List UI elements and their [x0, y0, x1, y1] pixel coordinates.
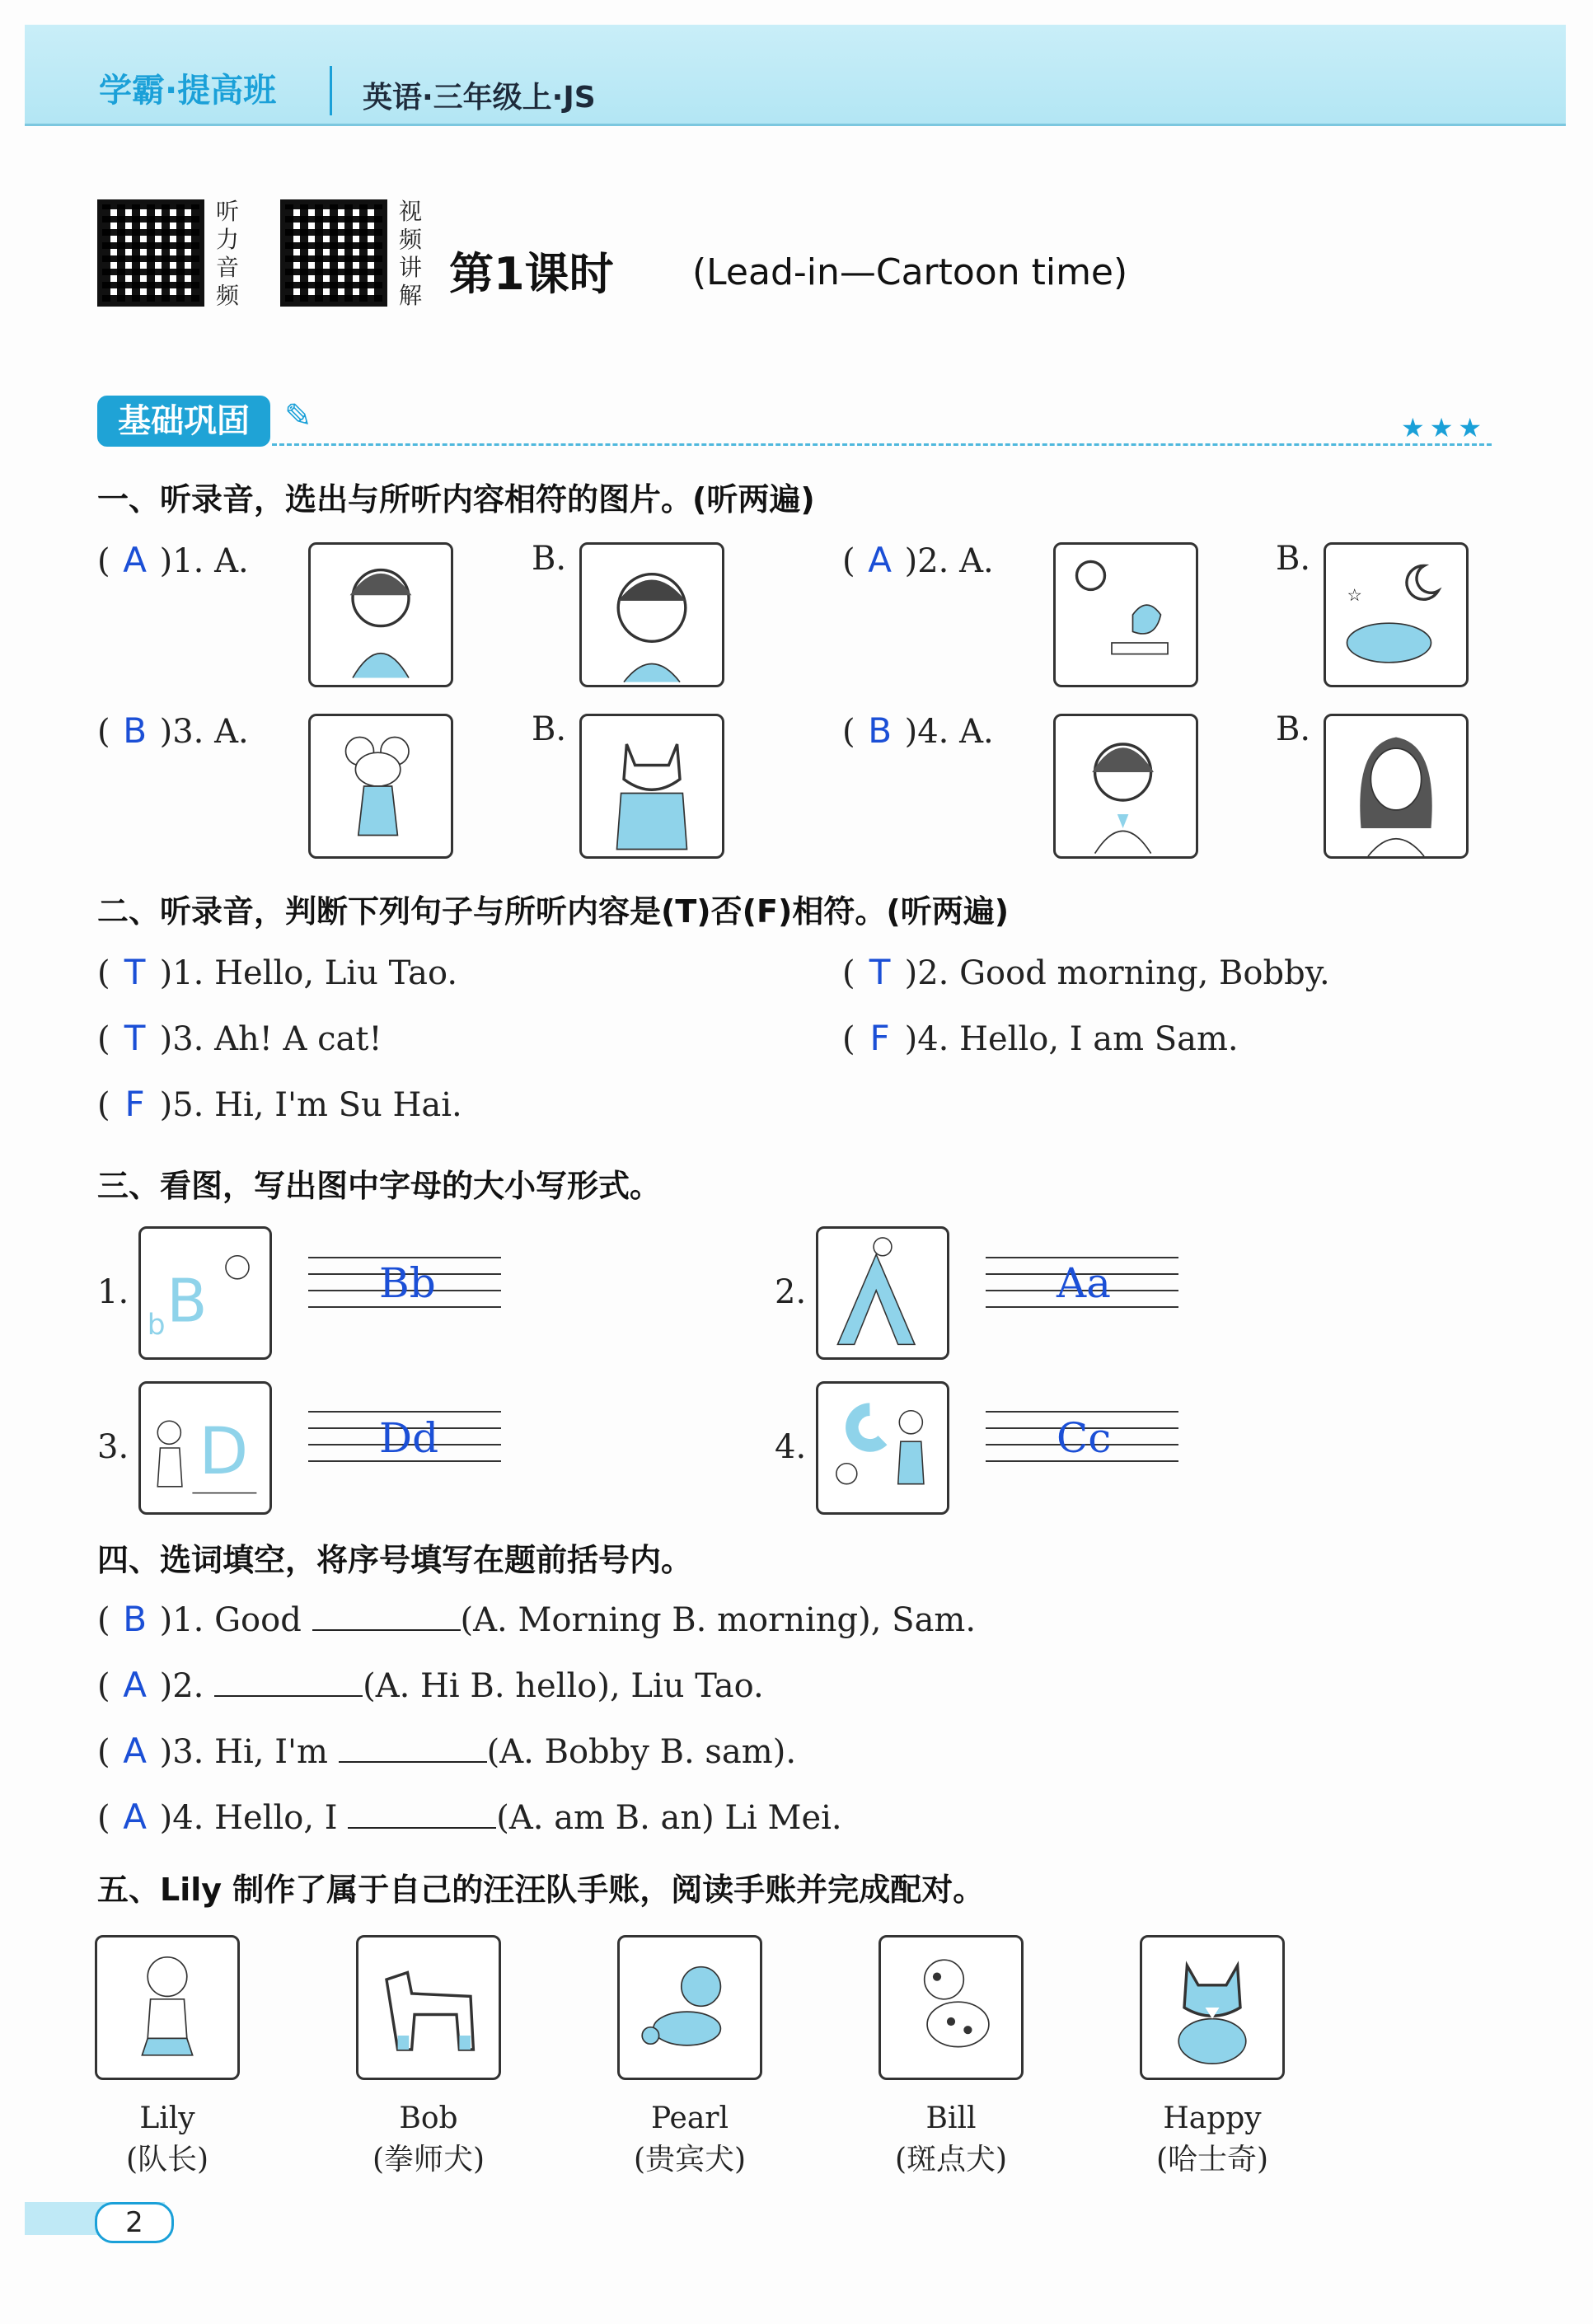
lesson-title: 第1课时 — [449, 248, 614, 300]
part1-q1: ( A )1. A. — [97, 540, 249, 580]
difficulty-stars: ★★★ — [1401, 412, 1488, 443]
answer-blank[interactable] — [312, 1603, 461, 1631]
letter-a-picture — [816, 1226, 949, 1360]
bob-role: (拳师犬) — [372, 2143, 485, 2176]
answer: T — [869, 952, 891, 992]
qr-label-video: 视频讲解 — [399, 198, 423, 309]
part3-q2-num: 2. — [775, 1273, 807, 1311]
happy-role: (哈士奇) — [1155, 2143, 1269, 2176]
lily-picture — [95, 1935, 240, 2080]
girl-picture — [308, 542, 453, 687]
answer: T — [124, 952, 146, 992]
header-divider — [330, 66, 332, 115]
svg-text:☆: ☆ — [1347, 585, 1362, 605]
answer: A — [123, 1731, 147, 1771]
subject-title: 英语·三年级上·JS — [363, 81, 596, 115]
part1-q3-b-label: B. — [532, 710, 567, 748]
answer: A — [123, 540, 147, 580]
part3-heading: 三、看图，写出图中字母的大小写形式。 — [97, 1168, 662, 1204]
part2-q3: ( T )3. Ah! A cat! — [97, 1018, 382, 1058]
qr-code-audio[interactable] — [97, 199, 204, 307]
bill-role: (斑点犬) — [894, 2143, 1008, 2176]
letter-b-picture — [138, 1226, 272, 1360]
part4-q4: ( A )4. Hello, I (A. am B. an) Li Mei. — [97, 1797, 842, 1837]
moon-night-picture — [1324, 542, 1469, 687]
woman-picture — [1324, 714, 1469, 859]
lily-name: Lily — [139, 2101, 195, 2135]
answer-blank[interactable] — [214, 1669, 363, 1697]
qr-code-video[interactable] — [280, 199, 387, 307]
bob-name: Bob — [399, 2101, 458, 2135]
boy-picture — [579, 542, 724, 687]
answer-letters: Aa — [1057, 1259, 1111, 1307]
answer-letters: Bb — [379, 1259, 436, 1307]
part3-q1-num: 1. — [97, 1273, 129, 1311]
svg-text:B: B — [166, 1266, 208, 1336]
answer: A — [123, 1665, 147, 1705]
qr-label-audio: 听力音频 — [216, 198, 240, 309]
answer: B — [123, 1599, 148, 1639]
answer: F — [869, 1018, 890, 1058]
svg-text:D: D — [199, 1415, 249, 1490]
lily-role: (队长) — [125, 2143, 209, 2176]
pearl-poodle-picture — [617, 1935, 762, 2080]
answer: A — [123, 1797, 147, 1837]
part1-q4: ( B )4. A. — [842, 710, 994, 751]
part2-q2: ( T )2. Good morning, Bobby. — [842, 952, 1330, 992]
part3-q4-num: 4. — [775, 1428, 807, 1466]
lesson-subtitle: (Lead-in—Cartoon time) — [692, 251, 1128, 293]
pearl-role: (贵宾犬) — [633, 2143, 747, 2176]
answer: F — [124, 1084, 145, 1124]
answer-letters: Dd — [379, 1414, 439, 1462]
part2-q1: ( T )1. Hello, Liu Tao. — [97, 952, 458, 992]
answer: B — [868, 710, 893, 751]
answer: T — [124, 1018, 146, 1058]
mouse-picture — [308, 714, 453, 859]
part5-heading: 五、Lily 制作了属于自己的汪汪队手账，阅读手账并完成配对。 — [97, 1872, 985, 1908]
part3-q3-num: 3. — [97, 1428, 129, 1466]
cat-picture — [579, 714, 724, 859]
section-banner: 基础巩固 — [97, 396, 270, 447]
svg-text:b: b — [147, 1308, 166, 1342]
happy-husky-picture — [1140, 1935, 1285, 2080]
happy-name: Happy — [1163, 2101, 1262, 2135]
sun-rooster-picture — [1053, 542, 1198, 687]
letter-d-picture — [138, 1381, 272, 1515]
answer-blank[interactable] — [339, 1735, 487, 1763]
part1-q4-b-label: B. — [1276, 710, 1311, 748]
part1-q2: ( A )2. A. — [842, 540, 994, 580]
part4-q3: ( A )3. Hi, I'm (A. Bobby B. sam). — [97, 1731, 797, 1771]
bill-name: Bill — [925, 2101, 977, 2135]
pencil-icon: ✎ — [284, 397, 312, 435]
answer: B — [123, 710, 148, 751]
bob-boxer-picture — [356, 1935, 501, 2080]
answer-letters: Cc — [1057, 1414, 1112, 1462]
part2-q4: ( F )4. Hello, I am Sam. — [842, 1018, 1239, 1058]
pearl-name: Pearl — [650, 2101, 729, 2135]
part2-q5: ( F )5. Hi, I'm Su Hai. — [97, 1084, 462, 1124]
part2-heading: 二、听录音，判断下列句子与所听内容是(T)否(F)相符。(听两遍) — [97, 893, 1010, 930]
part1-heading: 一、听录音，选出与所听内容相符的图片。(听两遍) — [97, 481, 815, 518]
answer: A — [868, 540, 892, 580]
girl-waving-picture — [1053, 714, 1198, 859]
section-divider — [272, 443, 1492, 446]
part1-q3: ( B )3. A. — [97, 710, 249, 751]
page-number: 2 — [95, 2202, 174, 2243]
part1-q1-b-label: B. — [532, 540, 567, 578]
part1-q2-b-label: B. — [1276, 540, 1311, 578]
brand-title: 学霸·提高班 — [99, 72, 277, 110]
bill-dalmatian-picture — [878, 1935, 1024, 2080]
part4-q1: ( B )1. Good (A. Morning B. morning), Sam. — [97, 1599, 977, 1639]
part4-q2: ( A )2. (A. Hi B. hello), Liu Tao. — [97, 1665, 764, 1705]
answer-blank[interactable] — [348, 1801, 496, 1829]
letter-c-picture — [816, 1381, 949, 1515]
part4-heading: 四、选词填空，将序号填写在题前括号内。 — [97, 1542, 693, 1578]
